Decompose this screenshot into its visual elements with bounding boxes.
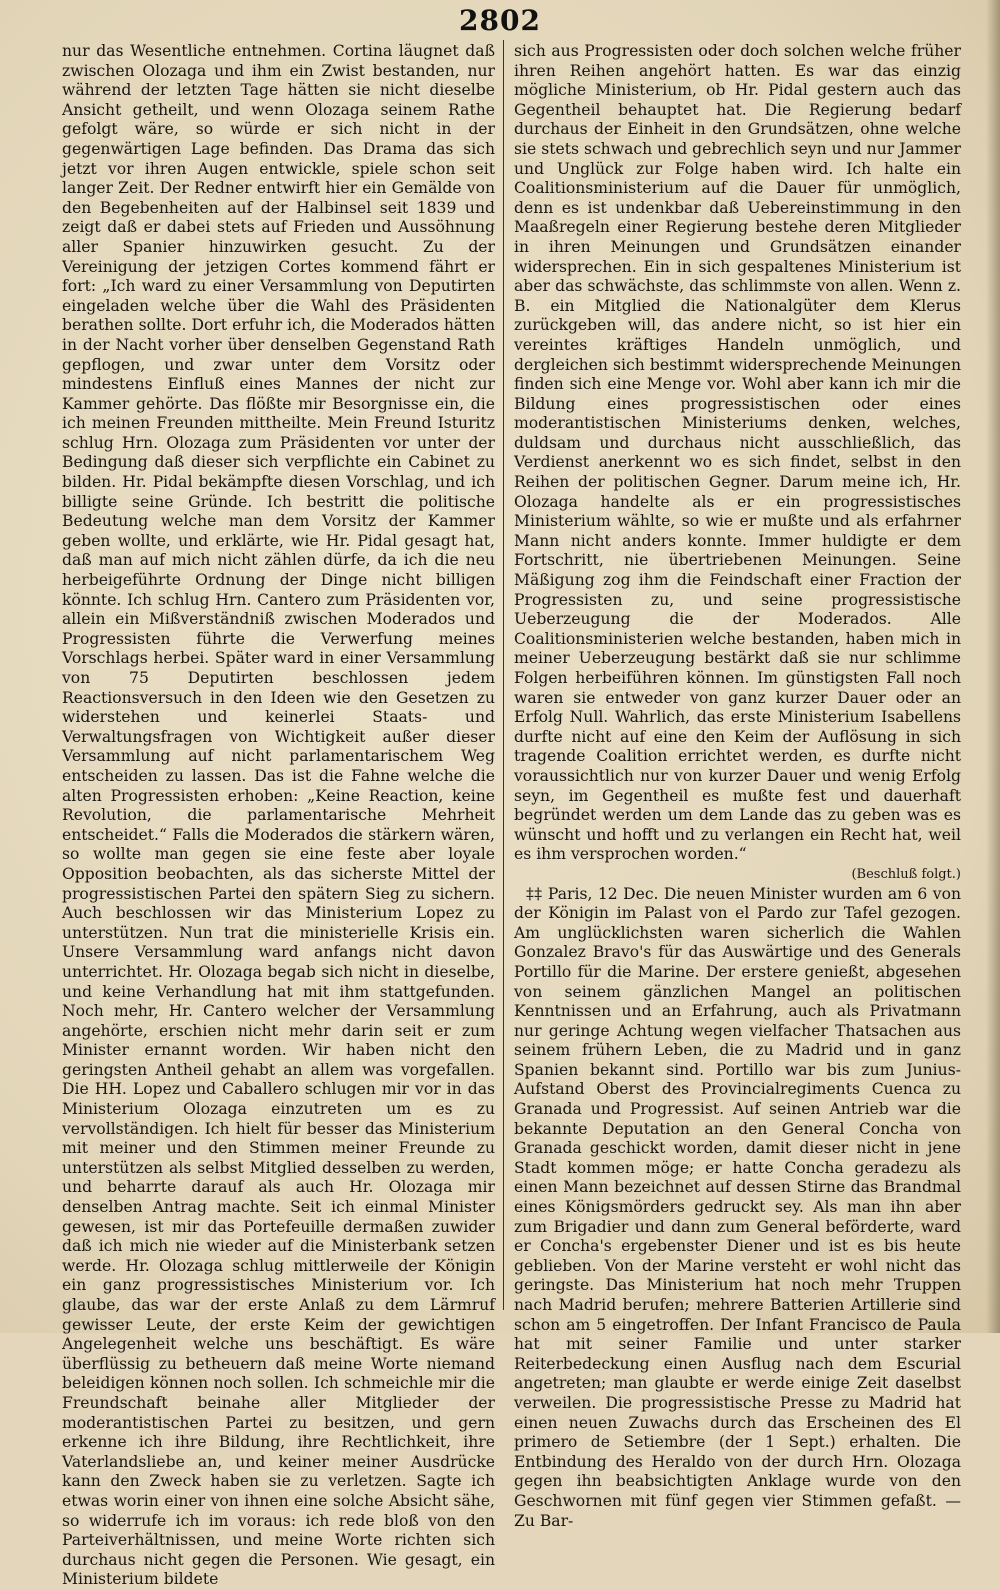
article-text-left: nur das Wesentliche entnehmen. Cortina läugnet daß zwischen Olozaga und ihm ein Zwist bestanden, nur während der letzten Tage hätten sie nicht dieselbe Ansicht getheilt, und wenn Olozaga seinem Rathe gefolgt wäre, so würde er sich nicht in der gegenwärtigen Lage befinden. Das Drama das sich jetzt vor ihren Augen entwickle, spiele schon seit langer Zeit. Der Redner entwirft hier ein Gemälde von den Begebenheiten auf der Halbinsel seit 1839 und zeigt daß er dabei stets auf Frieden und Aussöhnung aller Spanier hinzuwirken gesucht. Zu der Vereinigung der jetzigen Cortes kommend fährt er fort: „Ich ward zu einer Versammlung von Deputirten eingeladen welche über die Wahl des Präsidenten berathen sollte. Dort erfuhr ich, die Moderados hätten in der Nacht vorher über denselben Gegenstand Rath gepflogen, und zwar unter dem Vorsitz oder mindestens Einfluß eines Mannes der nicht zur Kammer gehörte. Das flößte mir Besorgnisse ein, die ich meinen Freunden mittheilte. Mein Freund Isturitz schlug Hrn. Olozaga zum Präsidenten vor unter der Bedingung daß dieser sich verpflichte ein Cabinet zu bilden. Hr. Pidal bekämpfte diesen Vorschlag, und ich billigte seine Gründe. Ich bestritt die politische Bedeutung welche man dem Vorsitz der Kammer geben wollte, und erklärte, wie Hr. Pidal gesagt hat, daß man auf mich nicht zählen dürfe, da ich die neu herbeigeführte Ordnung der Dinge nicht billigen könnte. Ich schlug Hrn. Cantero zum Präsidenten vor, allein ein Mißverständniß zwischen Moderados und Progressisten führte die Verwerfung meines Vorschlags herbei. Später ward in einer Versammlung von 75 Deputirten beschlossen jedem Reactionsversuch in den Ideen wie den Gesetzen zu widerstehen und keinerlei Staats- und Verwaltungsfragen von Wichtigkeit außer dieser Versammlung auf nicht parlamentarischem Weg entscheiden zu lassen. Das ist die Fahne welche die alten Progressisten erhoben: „Keine Reaction, keine Revolution, die parlamentarische Mehrheit entscheidet.“ Falls die Moderados die stärkern wären, so wollte man gegen sie eine feste aber loyale Opposition beobachten, als das sicherste Mittel der progressistischen Partei den spätern Sieg zu sichern. Auch beschlossen wir das Ministerium Lopez zu unterstützen. Nun trat die ministerielle Krisis ein. Unsere Versammlung ward anfangs nicht davon unterrichtet. Hr. Olozaga begab sich nicht in dieselbe, und keine Verhandlung hat mit ihm stattgefunden. Noch mehr, Hr. Cantero welcher der Versammlung angehörte, erschien nicht mehr darin seit er zum Minister ernannt worden. Wir haben nicht den geringsten Antheil gehabt an allem was vorgefallen. Die HH. Lopez und Caballero schlugen mir vor in das Ministerium Olozaga einzutreten um es zu vervollständigen. Ich hielt für besser das Ministerium mit meiner und den Stimmen meiner Freunde zu unterstützen als selbst Mitglied desselben zu werden, und beharrte darauf als auch Hr. Olozaga mir denselben Antrag machte. Seit ich einmal Minister gewesen, ist mir das Portefeuille dermaßen zuwider daß ich mich nie wieder auf die Ministerbank setzen werde. Hr. Olozaga schlug mittlerweile der Königin ein ganz progressistisches Ministerium vor. Ich glaube, das war der erste Anlaß zu dem Lärmruf gewisser Leute, der erste Keim der gewichtigen Angelegenheit welche uns beschäftigt. Es wäre überflüssig zu betheuern daß meine Worte niemand beleidigen können noch sollen. Ich schmeichle mir die Freundschaft beinahe aller Mitglieder der moderantistischen Partei zu besitzen, und gern erkenne ich ihre Bildung, ihre Rechtlichkeit, ihre Vaterlandsliebe an, und keiner meiner Ausdrücke kann den Zweck haben sie zu verletzen. Sagte ich etwas worin einer von ihnen eine solche Absicht sähe, so widerrufe ich im voraus: ich rede bloß von den Parteiverhältnissen, und meine Worte richten sich durchaus nicht gegen die Personen. Wie gesagt, ein Ministerium bildete <box>62 42 495 1589</box>
article-text-continuation: sich aus Progressisten oder doch solchen welche früher ihren Reihen angehört hatten. Es war das einzig mögliche Ministerium, ob Hr. Pidal gestern auch das Gegentheil behauptet hat. Die Regierung bedarf durchaus der Einheit in den Grundsätzen, ohne welche sie stets schwach und gebrechlich seyn und nur Jammer und Unglück zur Folge haben wird. Ich halte ein Coalitionsministerium auf die Dauer für unmöglich, denn es ist undenkbar daß Uebereinstimmung in den Maaßregeln einer Regierung bestehe deren Mitglieder in ihren Meinungen und Grundsätzen einander widersprechen. Ein in sich gespaltenes Ministerium ist aber das schwächste, das schlimmste von allen. Wenn z. B. ein Mitglied die Nationalgüter dem Klerus zurückgeben will, das andere nicht, so ist hier ein vereintes kräftiges Handeln unmöglich, und dergleichen sich bestimmt widersprechende Meinungen finden sich eine Menge vor. Wohl aber kann ich mir die Bildung eines progressistischen oder eines moderantistischen Ministeriums denken, welches, duldsam und durchaus nicht ausschließlich, das Verdienst anerkennt wo es sich findet, selbst in den Reihen der politischen Gegner. Darum meine ich, Hr. Olozaga handelte als er ein progressistisches Ministerium wählte, so wie er mußte und als erfahrner Mann nicht anders konnte. Immer huldigte er dem Fortschritt, nie übertriebenen Meinungen. Seine Mäßigung zog ihm die Feindschaft einer Fraction der Progressisten zu, und seine progressistische Ueberzeugung die der Moderados. Alle Coalitionsministerien welche bestanden, haben mich in meiner Ueberzeugung bestärkt daß sie nur schlimme Folgen herbeiführen können. Im günstigsten Fall noch waren sie entweder von ganz kurzer Dauer oder an Erfolg Null. Wahrlich, das erste Ministerium Isabellens durfte nicht auf eine den Keim der Auflösung in sich tragende Coalition errichtet werden, es durfte nicht voraussichtlich nur von kurzer Dauer und wenig Erfolg seyn, im Gegentheil es mußte fest und dauerhaft begründet werden um dem Lande das zu geben was es wünscht und hofft und zu verlangen ein Recht hat, weil es ihm versprochen worden.“ <box>514 42 961 864</box>
paris-report-text: ‡‡ Paris, 12 Dec. Die neuen Minister wurden am 6 von der Königin im Palast von el Pardo zur Tafel gezogen. Am unglücklichsten waren sicherlich die Wahlen Gonzalez Bravo's für das Auswärtige und des Generals Portillo für die Marine. Der erstere genießt, abgesehen von seinem gänzlichen Mangel an politischen Kenntnissen und an Erfahrung, auch als Privatmann nur geringe Achtung wegen vielfacher Thatsachen aus seinem frühern Leben, die zu Madrid und in ganz Spanien bekannt sind. Portillo war bis zum Junius-Aufstand Oberst des Provincialregiments Cuenca zu Granada und Progressist. Auf seinen Antrieb war die bekannte Deputation an den General Concha von Granada geschickt worden, damit dieser nicht in jene Stadt kommen möge; er hatte Concha geradezu als einen Mann bezeichnet auf dessen Stirne das Brandmal eines Königsmörders gedruckt sey. Als man ihn aber zum Brigadier und dann zum General beförderte, ward er Concha's ergebenster Diener und ist es bis heute geblieben. Von der Marine versteht er wohl nicht das geringste. Das Ministerium hat noch mehr Truppen nach Madrid berufen; mehrere Batterien Artillerie sind schon am 5 eingetroffen. Der Infant Francisco de Paula hat mit seiner Familie und unter starker Reiterbedeckung einen Ausflug nach dem Escurial angetreten; man glaubte er werde einige Zeit daselbst verweilen. Die progressistische Presse zu Madrid hat einen neuen Zuwachs durch das Erscheinen des El primero de Setiembre (der 1 Sept.) erhalten. Die Entbindung des Heraldo von der durch Hrn. Olozaga gegen ihn beabsichtigten Anklage wurde von den Geschwornen mit fünf gegen vier Stimmen gefaßt. — Zu Bar- <box>514 884 961 1530</box>
column-divider <box>503 40 504 1310</box>
right-column <box>514 42 961 1531</box>
continuation-note: (Beschluß folgt.) <box>851 866 961 882</box>
left-column <box>62 42 495 1590</box>
page-edge-shadow <box>986 0 1000 1333</box>
page-number: 2802 <box>459 4 541 37</box>
